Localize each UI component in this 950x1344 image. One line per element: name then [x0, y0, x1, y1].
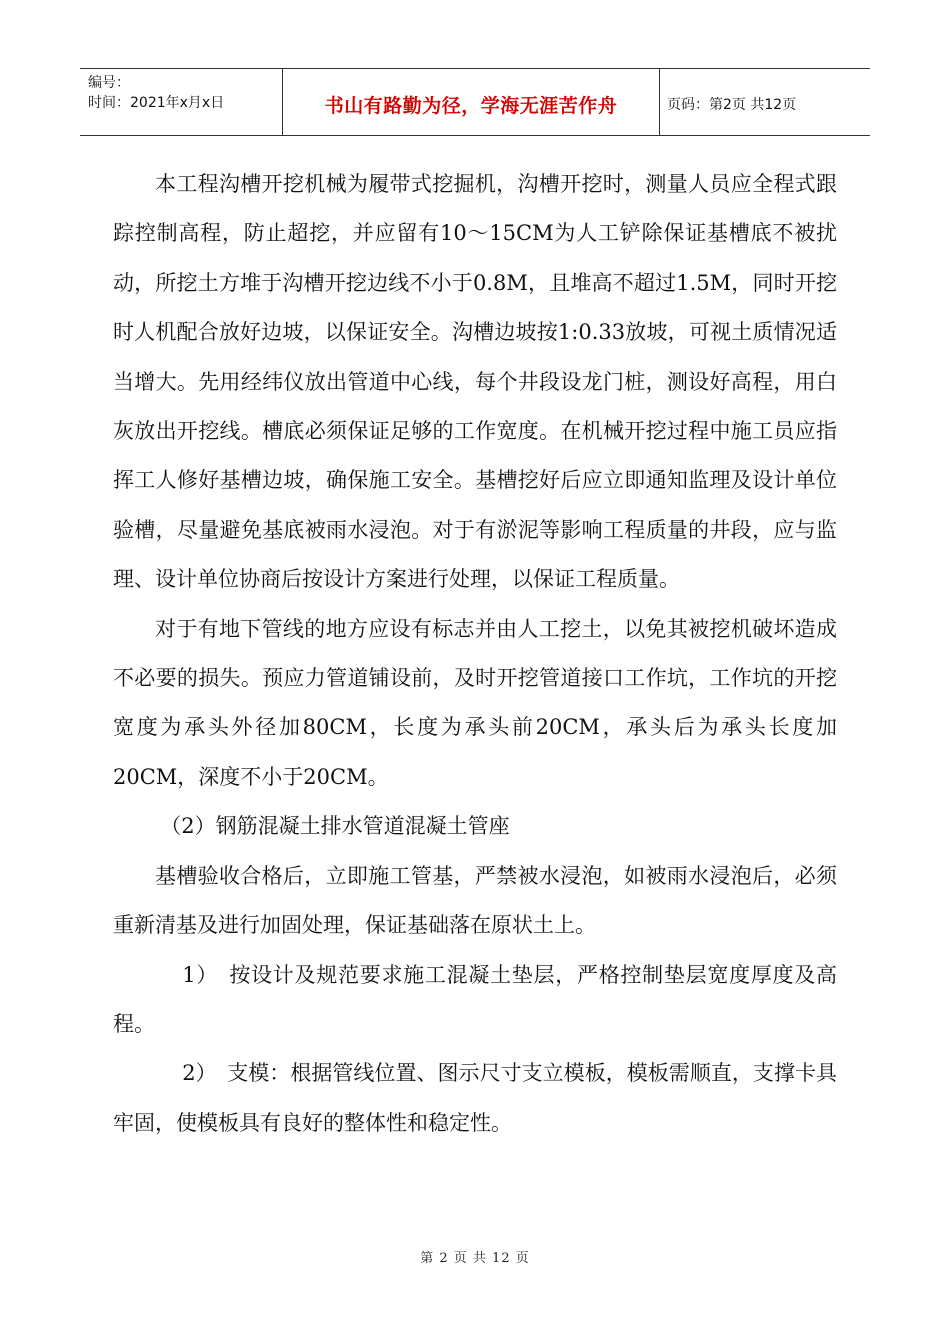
serial-number-label: 编号：: [88, 75, 130, 91]
list-item-formwork: 2） 支模：根据管线位置、图示尺寸支立模板，模板需顺直，支撑卡具牢固，使模板具有良好的整体性和稳定性。: [113, 1061, 837, 1135]
motto-text: 书山有路勤为径，学海无涯苦作舟: [324, 94, 618, 117]
header-page-cell: [660, 69, 870, 135]
paragraph-underground-pipelines: 对于有地下管线的地方应设有标志并由人工挖土，以免其被挖机破坏造成不必要的损失。预应力管道铺设前，及时开挖管道接口工作坑，工作坑的开挖宽度为承头外径加80CM，长度为承头前20CM，承头后为承头长度加20CM，深度不小于20CM。: [113, 616, 837, 789]
paragraph-excavation: 本工程沟槽开挖机械为履带式挖掘机，沟槽开挖时，测量人员应全程式跟踪控制高程，防止超挖，并应留有10～15CM为人工铲除保证基槽底不被扰动，所挖土方堆于沟槽开挖边线不小于0.8M，且堆高不超过1.5M，同时开挖时人机配合放好边坡，以保证安全。沟槽边坡按1:0.33放坡，可视土质情况适当增大。先用经纬仪放出管道中心线，每个井段设龙门桩，测设好高程，用白灰放出开挖线。槽底必须保证足够的工作宽度。在机械开挖过程中施工员应指挥工人修好基槽边坡，确保施工安全。基槽挖好后应立即通知监理及设计单位验槽，尽量避免基底被雨水浸泡。对于有淤泥等影响工程质量的井段，应与监理、设计单位协商后按设计方案进行处理，以保证工程质量。: [113, 172, 837, 592]
header-meta-cell: [80, 69, 283, 135]
list-item-cushion: 1） 按设计及规范要求施工混凝土垫层，严格控制垫层宽度厚度及高程。: [113, 962, 837, 1036]
header-motto-cell: [283, 69, 660, 135]
page-header: [80, 68, 870, 136]
date-label: 时间：2021年x月x日: [88, 95, 225, 111]
page-info-text: 页码：第2页 共12页: [667, 97, 797, 113]
footer-page-number: 第 2 页 共 12 页: [420, 1251, 530, 1266]
paragraph-foundation: 基槽验收合格后，立即施工管基，严禁被水浸泡，如被雨水浸泡后，必须重新清基及进行加固处理，保证基础落在原状土上。: [113, 863, 837, 938]
page-footer: [0, 1247, 950, 1266]
section-heading-pipe-base: （2）钢筋混凝土排水管道混凝土管座: [160, 814, 510, 839]
document-body: [113, 160, 837, 1148]
